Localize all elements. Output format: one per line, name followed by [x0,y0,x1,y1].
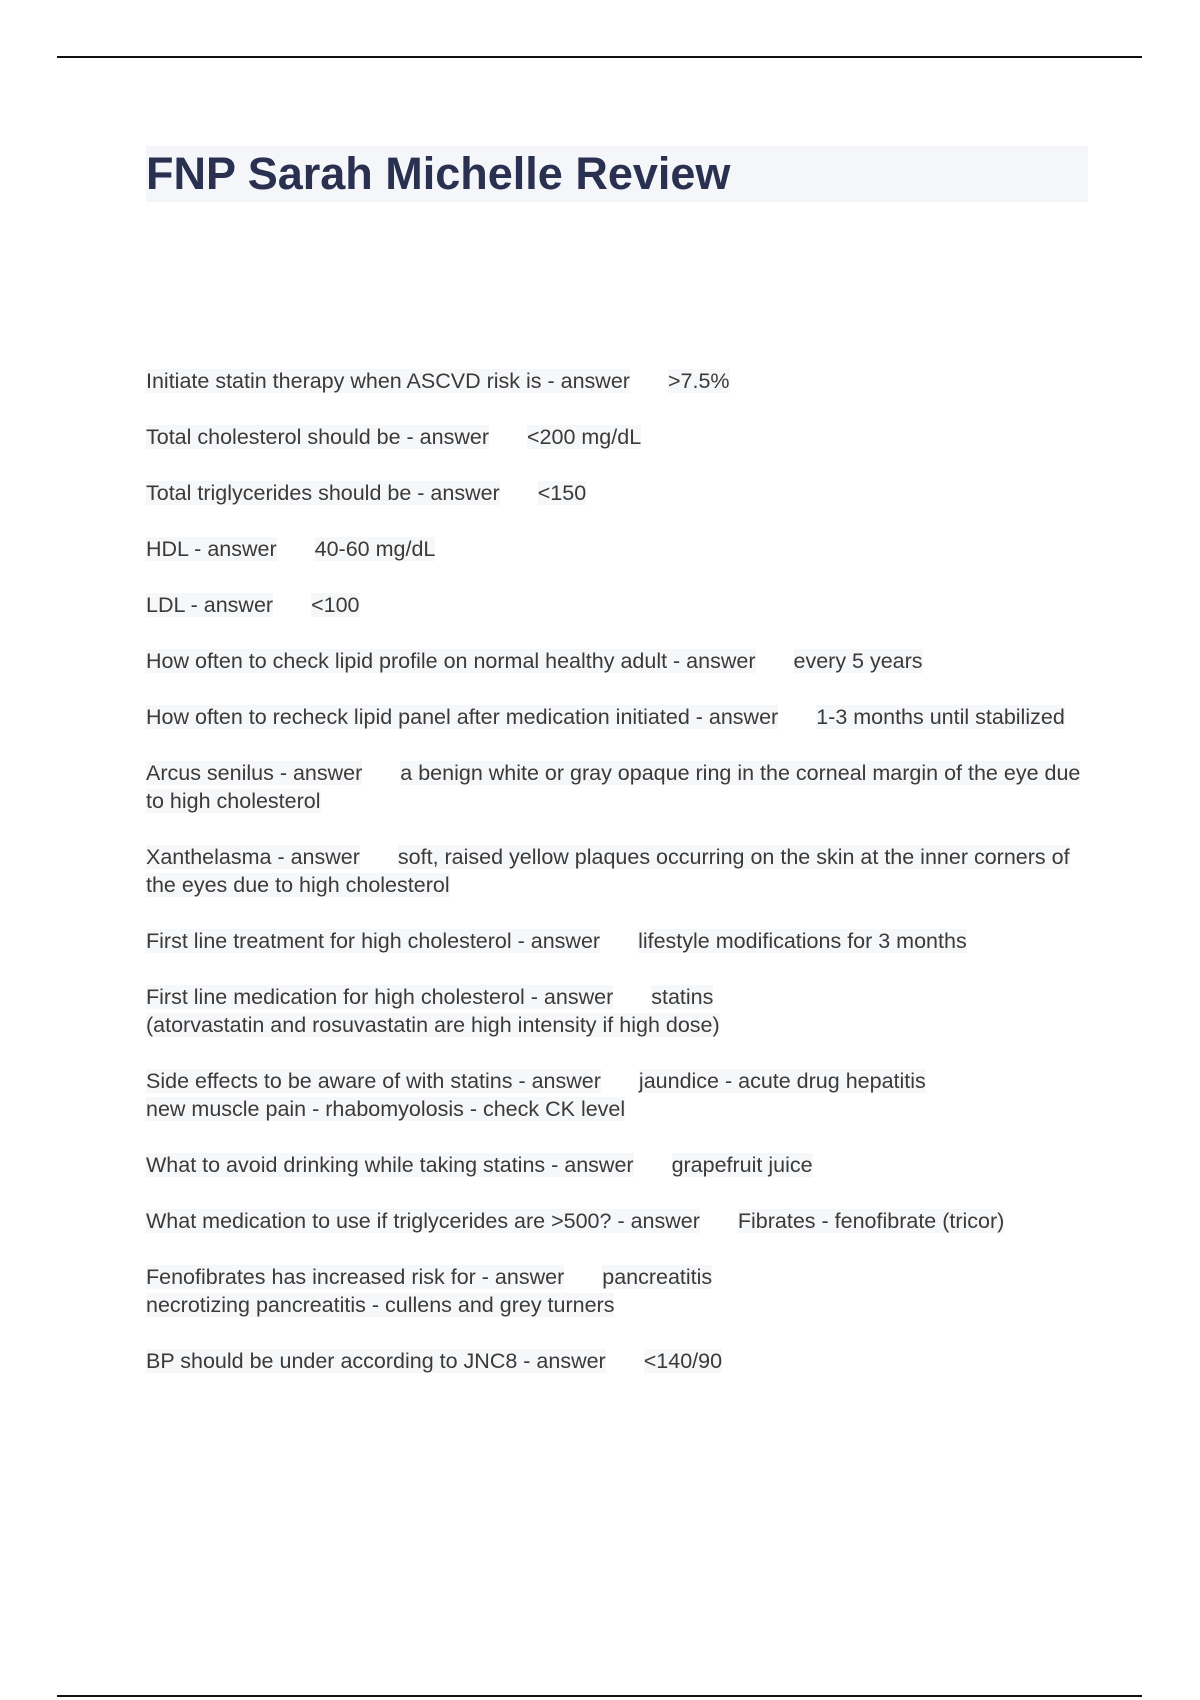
question-text: Total cholesterol should be - answer [146,425,489,449]
answer-text: every 5 years [793,649,923,673]
question-text: What medication to use if triglycerides are >500? - answer [146,1209,700,1233]
answer-text: soft, raised yellow plaques occurring on the skin at the inner corners of the eyes due to high cholesterol [146,845,1070,897]
qa-item [146,647,1091,675]
header-rule [57,56,1142,58]
answer-text: 40-60 mg/dL [314,537,436,561]
question-text: Side effects to be aware of with statins - answer [146,1069,601,1093]
question-text: What to avoid drinking while taking statins - answer [146,1153,634,1177]
qa-item [146,1151,1091,1179]
qa-item [146,535,1091,563]
question-text: Fenofibrates has increased risk for - answer [146,1265,565,1289]
answer-text: >7.5% [667,369,730,393]
question-text: First line medication for high cholesterol - answer [146,985,614,1009]
question-text: LDL - answer [146,593,274,617]
page-title: FNP Sarah Michelle Review [146,148,731,199]
answer-text: a benign white or gray opaque ring in the corneal margin of the eye due to high cholesterol [146,761,1081,813]
question-text: HDL - answer [146,537,277,561]
qa-item [146,759,1091,815]
answer-text: jaundice - acute drug hepatitis new muscle pain - rhabomyolosis - check CK level [146,1069,926,1121]
question-text: Initiate statin therapy when ASCVD risk is - answer [146,369,630,393]
qa-item [146,591,1091,619]
answer-text: <100 [311,593,360,617]
answer-text: Fibrates - fenofibrate (tricor) [737,1209,1005,1233]
answer-text: pancreatitis necrotizing pancreatitis - cullens and grey turners [146,1265,713,1317]
qa-item [146,479,1091,507]
qa-item [146,703,1091,731]
qa-item [146,927,1091,955]
qa-item [146,983,1091,1039]
question-text: How often to recheck lipid panel after medication initiated - answer [146,705,779,729]
answer-text: <150 [537,481,587,505]
question-text: First line treatment for high cholesterol - answer [146,929,601,953]
question-text: Total triglycerides should be - answer [146,481,500,505]
answer-text: <140/90 [643,1349,723,1373]
qa-item [146,843,1091,899]
question-text: Xanthelasma - answer [146,845,360,869]
qa-item [146,1067,1091,1123]
question-text: Arcus senilus - answer [146,761,363,785]
answer-text: 1-3 months until stabilized [816,705,1065,729]
qa-item [146,1263,1091,1319]
qa-list [146,367,1091,1403]
qa-item [146,423,1091,451]
qa-item [146,367,1091,395]
qa-item [146,1347,1091,1375]
answer-text: <200 mg/dL [527,425,642,449]
answer-text: statins (atorvastatin and rosuvastatin are high intensity if high dose) [146,985,720,1037]
question-text: BP should be under according to JNC8 - answer [146,1349,606,1373]
footer-rule [57,1695,1142,1697]
answer-text: grapefruit juice [671,1153,813,1177]
qa-item [146,1207,1091,1235]
question-text: How often to check lipid profile on normal healthy adult - answer [146,649,756,673]
answer-text: lifestyle modifications for 3 months [638,929,967,953]
